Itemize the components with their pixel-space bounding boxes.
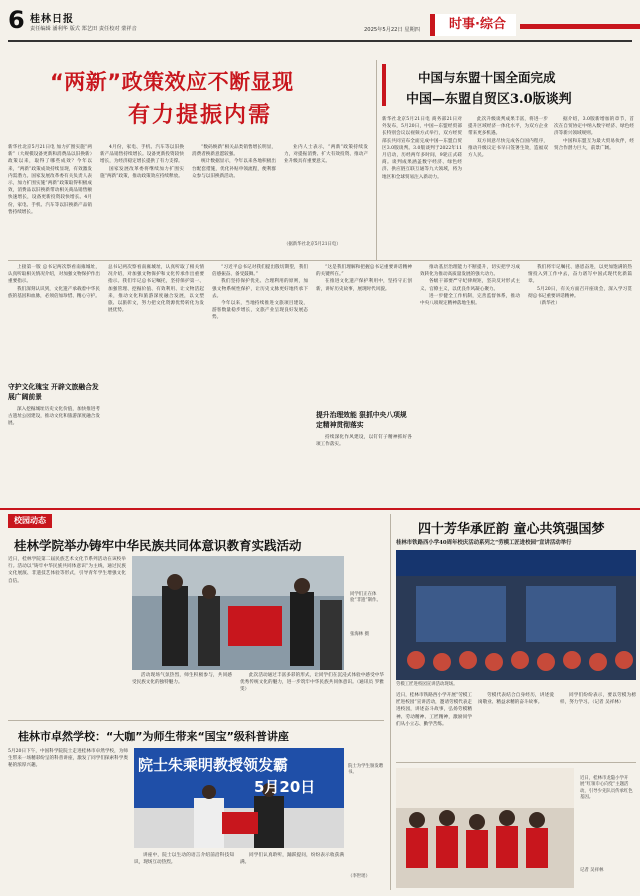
- story3-col2: 总书记两次察看南雍城址，认真听取了相关情况介绍，对加强文物保护和文化传承作出重要指示。我们牢记总书记嘱托，坚持保护第一、加强管理、挖掘价值、有效利用、让文物活起来，推动文化和旅游深度融合发展，以文塑旅、以旅彰文，努力把文化资源优势转化为发展优势。: [108, 265, 204, 314]
- story-continued: [8, 264, 632, 504]
- tielu-school-story: [396, 516, 636, 890]
- ethnic-photo-credit: 张海林 摄: [350, 632, 369, 637]
- tielu-body-col1: 近日，桂林市铁路西小学开展“劳模工匠进校园”宣讲活动，邀请劳模代表走进校园，讲述奋斗故事，弘扬劳模精神、劳动精神、工匠精神，激励同学们从小立志、勤学苦练。: [396, 693, 472, 727]
- red-scarf-photo: [396, 768, 574, 888]
- school-section-tag: 校园动态: [8, 514, 52, 528]
- guilin-university-story: [8, 532, 384, 672]
- story1-body-col2: 4月份，家电、手机、汽车等以旧换新产品销售持续增长。设备更新投资较快增长，为经济稳定增长提供了有力支撑。 国家发展改革委将继续加力扩围实施“两新”政策，推动政策效应持续释放。: [100, 145, 184, 179]
- story3-col5: 推动基层治理能力不断提升，切实把学习成效转化为推动高质量发展的强大动力。 各级干部要严守纪律规矩，坚决反对形式主义、官僚主义，以优良作风凝心聚力。 进一步健全工作机制，完善监督体系，推动中央八项规定精神落地生根。: [420, 265, 520, 307]
- red-scarf-caption: 近日，桂林市龙隐小学开展“红领巾心向党”主题活动，引导少先队员传承红色基因。: [580, 776, 633, 801]
- story2-body-col2: 此次升级谈判成果丰富，将进一步提升区域经济一体化水平，为双方企业带来更多机遇。 双方同意尽快完成各自国内程序，推动升级议定书早日签署生效，造福双方人民。: [468, 117, 548, 159]
- guilin-university-foot: 此次活动通过丰富多彩的形式，让同学们在沉浸式体验中感受中华优秀传统文化的魅力，进一步筑牢中华民族共同体意识。（通讯员 罗雅雯）: [240, 673, 384, 693]
- tielu-headline: 四十芳华承匠韵 童心共筑强国梦: [418, 522, 605, 537]
- lecture-body-col3: 同学们认真聆听，踊跃提问，纷纷表示收获满满。: [240, 853, 344, 866]
- story3-col1b: 深入挖掘城址历史文化价值，加快推进考古遗址公园建设，推动文化和旅游深度融合发展。: [8, 407, 100, 427]
- story3-col4: “这是我们理解和把握总书记重要讲话精神的关键所在。” 在推进文化遗产保护利用中，坚持守正创新，讲好历史故事，展现时代风貌。: [316, 265, 412, 292]
- story3-source: （新华社）: [537, 301, 560, 307]
- guilin-university-foot-col1: 活动现场气氛热烈，师生积极参与，共同感受民族文化的独特魅力。: [132, 673, 232, 686]
- story1-body-col4: 业内人士表示，“两新”政策持续发力，对提振消费、扩大有效投资、推动产业升级具有重要意义。: [284, 145, 368, 165]
- guilin-university-foot-col2: [240, 672, 384, 716]
- date-line: 2025年5月22日 星期四: [364, 27, 420, 33]
- story-asean-fta: [382, 64, 634, 264]
- story1-source: （据新华社北京5月21日电）: [284, 242, 341, 247]
- story3-col3: “习近平总书记对我们提出殷切期望，我们倍感振奋、备受鼓舞。” 我们坚持保护优先、合理利用的原则，加强文物系统性保护，让历史文脉更好地传承下去。 今年以来，当地持续推进文旅项目建设，游客数量稳步增长，文旅产业呈现良好发展态势。: [212, 265, 308, 321]
- story1-headline-line2: 有力提振内需: [128, 103, 273, 128]
- story2-headline-line2: 中国—东盟自贸区3.0版谈判: [406, 92, 572, 107]
- lecture-body-col2: 讲座中，院士以生动的语言介绍前沿科技知识，现场互动热烈。: [134, 853, 234, 866]
- model-worker-photo: [396, 550, 636, 680]
- story3-subhead-1: 守护文化瑰宝 开辟文旅融合发展广阔前景: [8, 383, 99, 401]
- story3-col1: 上接第一版 总书记两次察看南雍城址，认真听取相关情况介绍，对加强文物保护作出重要指示。 我们深刻认识到，文化遗产承载着中华民族的基因和血脉，必须倍加珍惜、精心守护。: [8, 265, 100, 299]
- paper-name: 桂林日报: [30, 14, 74, 25]
- story3-subhead-2: 提升治理效能 狠抓中央八项规定精神贯彻落实: [316, 411, 407, 429]
- story3-col6: 我们将牢记嘱托、感恩奋进，以更加饱满的热情投入到工作中去，奋力谱写中国式现代化新篇章。 5月20日，有关方面召开座谈会，深入学习贯彻总书记重要讲话精神。 （新华社）: [528, 265, 632, 307]
- story1-headline-line1: “两新”政策效应不断显现: [50, 70, 294, 94]
- tielu-body-col2: 劳模代表结合自身经历，讲述爱岗敬业、精益求精的奋斗故事。: [478, 693, 554, 706]
- story2-left-bar: [382, 64, 386, 106]
- lecture-banner-text: 院士朱乘明教授领发霸: [138, 756, 289, 774]
- story2-body-col1: 新华社北京5月21日电 商务部21日对外发布，5月20日，中国—东盟经贸部长特别会议以视频方式举行，双方经贸部长共同宣布全面完成中国—东盟自贸区3.0版谈判。3.0版谈判于2022年11月启动，历经两年多时间，9轮正式磋商。谈判成果涵盖数字经济、绿色经济、供应链互联互通等九大领域，将为地区和全球贸易注入新动力。: [382, 117, 462, 180]
- lecture-headline: 桂林市卓然学校：“大咖”为师生带来“国宝”级科普讲座: [18, 730, 289, 743]
- story1-body-col3: “数码焕新”相关品类销售增长明显，消费者换新意愿较强。 统计数据显示，今年以来各地积极出台配套措施，优化补贴申领流程，便利群众参与以旧换新活动。: [192, 145, 276, 179]
- zhuoran-lecture-story: [8, 724, 388, 892]
- story-two-new-policy: [8, 44, 368, 254]
- guilin-university-headline: 桂林学院举办铸牢中华民族共同体意识教育实践活动: [14, 538, 302, 553]
- story1-body-col1: 新华社北京5月21日电 加力扩围实施“两新”（大规模设备更新和消费品以旧换新）政策以来，取得了哪些成效？今年以来，“两新”政策成效持续显现，有效激发内需潜力。国家发展改革委有关负责人表示，加力扩围实施“两新”政策取得积极成效，消费品以旧换新带动相关商品销售额快速增长，设备更新投资较快增长。4月份，家电、手机、汽车等以旧换新产品销售持续增长。: [8, 145, 92, 215]
- tielu-body-col3: 同学们纷纷表示，要以劳模为榜样，努力学习。（记者 吴祥林）: [560, 693, 636, 706]
- story3-intro-label: 上接第一版: [17, 265, 41, 270]
- tielu-subheadline: 桂林市铁路西小学40周年校庆活动系列之“劳模工匠进校园”宣讲活动举行: [396, 540, 572, 546]
- ethnic-photo-caption: 同学们正在体验“非遗”制作。: [350, 592, 381, 604]
- story2-body-col3: 据介绍，3.0版新增加的章节，首次在自贸协定中纳入数字经济、绿色经济等新兴领域规则。 中国和东盟互为最大贸易伙伴，经贸合作潜力巨大，前景广阔。: [554, 117, 634, 151]
- editor-line: 责任编辑 潘利华 版式 郑艺田 责任校对 蒙祥音: [30, 26, 137, 32]
- section-tag: 时事·综合: [430, 14, 516, 36]
- guilin-university-body: 近日，桂林学院第二届民族艺术文化节系列活动在该校举行。活动以“铸牢中华民族共同体意识”为主线，通过民族文化展演、非遗技艺体验等形式，引导青年学生增强文化自信。: [8, 557, 126, 584]
- lecture-credit: （李世瑶）: [348, 874, 370, 879]
- lecture-photo-caption: 院士为学生颁发聘书。: [348, 764, 384, 776]
- lecture-banner-date: 5月20日: [254, 778, 316, 796]
- story3-col4b: 持续深化作风建设，以钉钉子精神抓好各项工作落实。: [316, 435, 412, 448]
- lecture-body-col1: 5月20日下午，中国科学院院士走进桂林市卓然学校，为师生带来一场精彩纷呈的科普讲座，激发了同学们探索科学奥秘的浓厚兴趣。: [8, 749, 128, 769]
- masthead-red-bar: [520, 24, 640, 29]
- model-worker-caption: 劳模工匠进校园宣讲活动现场。: [396, 682, 458, 687]
- page-number: 6: [8, 6, 25, 34]
- ethnic-culture-photo: [132, 556, 344, 670]
- story2-headline-line1: 中国与东盟十国全面完成: [418, 70, 556, 85]
- lecture-photo: [134, 748, 344, 848]
- red-scarf-credit: 记者 吴祥林: [580, 868, 604, 873]
